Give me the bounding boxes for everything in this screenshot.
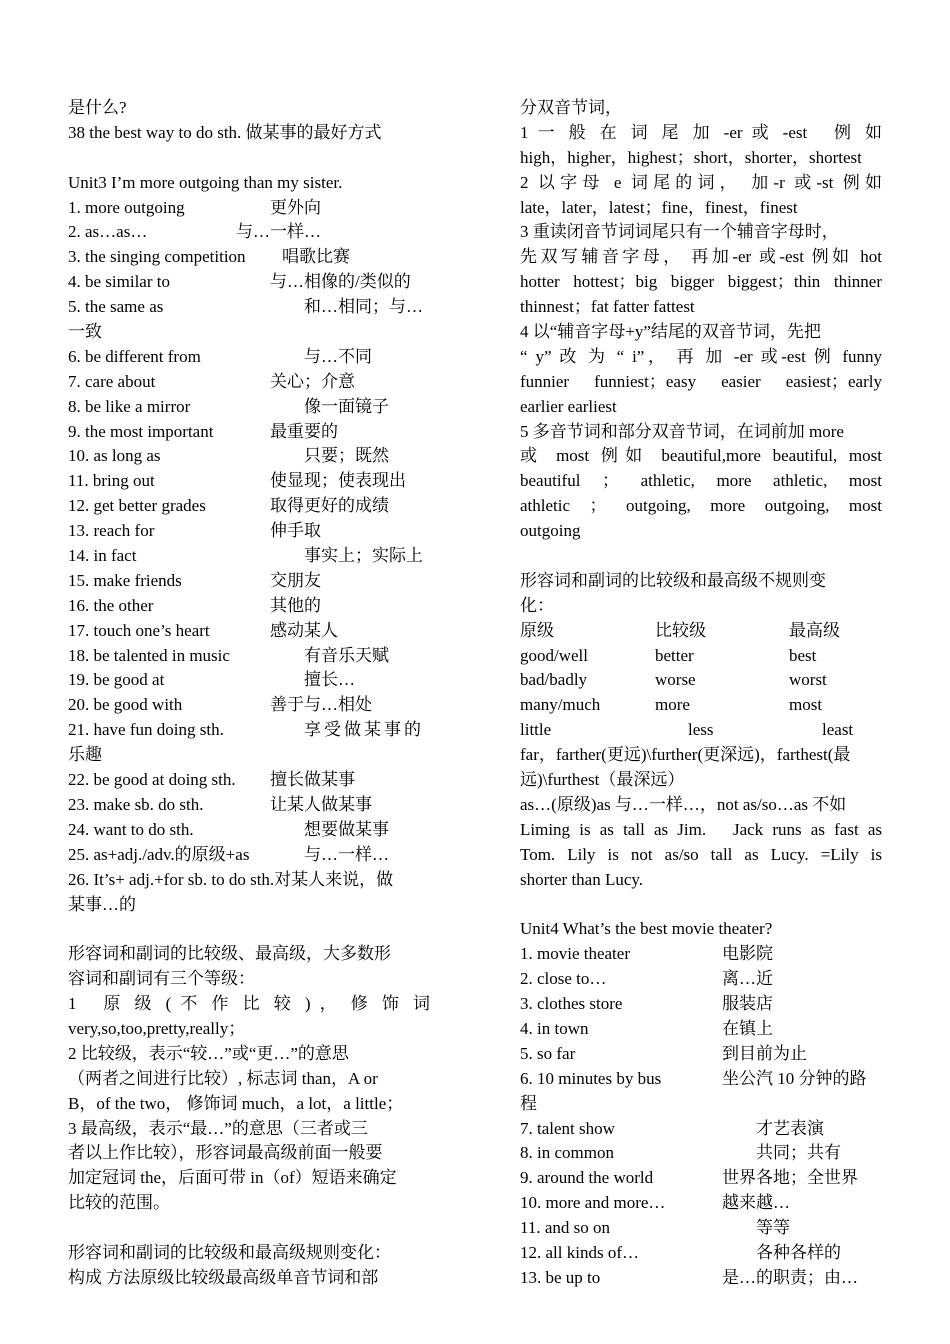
vocab-row bbox=[68, 818, 430, 843]
vocab-en: 1. more outgoing bbox=[68, 197, 185, 217]
vocab-en: 7. care about bbox=[68, 371, 156, 391]
header-cell: 比较级 bbox=[655, 620, 706, 640]
paragraph-line: very,so,too,pretty,really； bbox=[68, 1018, 246, 1038]
vocab-row bbox=[68, 444, 430, 469]
vocab-en: 8. be like a mirror bbox=[68, 396, 191, 416]
vocab-en: 25. as+adj./adv.的原级+as bbox=[68, 844, 250, 864]
header-cell: 原级 bbox=[520, 620, 554, 640]
paragraph-line: beautiful ； athletic, more athletic, most bbox=[520, 471, 882, 491]
vocab-zh: 使显现；使表现出 bbox=[270, 471, 406, 491]
vocab-en: 6. be different from bbox=[68, 346, 201, 366]
vocab-row bbox=[520, 967, 882, 992]
vocab-row bbox=[68, 594, 430, 619]
vocab-zh: 事实上；实际上 bbox=[304, 546, 423, 566]
vocab-en: 16. the other bbox=[68, 595, 154, 615]
vocab-row bbox=[520, 1042, 882, 1067]
vocab-en: 4. be similar to bbox=[68, 272, 170, 292]
vocab-zh: 享受做某事的 bbox=[304, 720, 424, 740]
text-line: 38 the best way to do sth. 做某事的最好方式 bbox=[68, 122, 382, 142]
paragraph-line: far，farther(更远)\further(更深远)，farthest(最 bbox=[520, 745, 851, 765]
vocab-row bbox=[520, 1216, 882, 1241]
vocab-zh: 对某人来说，做 bbox=[274, 869, 394, 889]
right-column bbox=[520, 96, 882, 1291]
vocab-zh: 像一面镜子 bbox=[304, 396, 389, 416]
vocab-zh: 与…一样… bbox=[236, 222, 321, 242]
vocab-en: 5. so far bbox=[520, 1043, 576, 1063]
vocab-row bbox=[68, 345, 430, 370]
vocab-zh: 最重要的 bbox=[270, 421, 338, 441]
paragraph-line: 先双写辅音字母， 再加-er 或-est 例如 hot bbox=[520, 247, 882, 267]
vocab-zh: 更外向 bbox=[270, 197, 321, 217]
vocab-zh: 善于与…相处 bbox=[270, 695, 372, 715]
vocab-en: 19. be good at bbox=[68, 670, 165, 690]
vocab-row bbox=[520, 1141, 882, 1166]
paragraph-line: 3 最高级，表示“最…”的意思（三者或三 bbox=[68, 1118, 368, 1138]
vocab-en: 23. make sb. do sth. bbox=[68, 794, 204, 814]
vocab-zh: 服装店 bbox=[722, 994, 773, 1014]
vocab-row bbox=[520, 1117, 882, 1142]
vocab-zh-wrap: 乐趣 bbox=[68, 745, 102, 765]
vocab-en: 13. reach for bbox=[68, 521, 155, 541]
vocab-zh: 是…的职责；由… bbox=[722, 1267, 858, 1287]
blank-line bbox=[520, 544, 882, 569]
vocab-row bbox=[68, 544, 430, 569]
vocab-en: 22. be good at doing sth. bbox=[68, 770, 236, 790]
vocab-row bbox=[68, 619, 430, 644]
paragraph-line: 比较的范围。 bbox=[68, 1193, 170, 1213]
vocab-en: 1. movie theater bbox=[520, 944, 630, 964]
paragraph-line: Tom. Lily is not as/so tall as Lucy. =Lily is bbox=[520, 844, 882, 864]
paragraph-line: 1 一 般 在 词 尾 加 -er 或 -est 例 如 bbox=[520, 122, 882, 142]
table-cell: least bbox=[822, 720, 854, 740]
vocab-row bbox=[68, 494, 430, 519]
vocab-en: 24. want to do sth. bbox=[68, 819, 194, 839]
vocab-row bbox=[68, 768, 430, 793]
vocab-en: 9. the most important bbox=[68, 421, 214, 441]
blank-line bbox=[68, 917, 430, 942]
vocab-zh: 共同；共有 bbox=[756, 1143, 841, 1163]
paragraph-line: as…(原级)as 与…一样…，not as/so…as 不如 bbox=[520, 794, 847, 814]
vocab-zh: 等等 bbox=[756, 1218, 790, 1238]
vocab-zh-wrap: 某事…的 bbox=[68, 894, 136, 914]
vocab-zh: 擅长做某事 bbox=[270, 770, 355, 790]
vocab-zh: 和…相同；与… bbox=[304, 297, 423, 317]
table-cell: better bbox=[655, 645, 694, 665]
vocab-row bbox=[68, 245, 430, 270]
paragraph-line: B，of the two， 修饰词 much，a lot，a little； bbox=[68, 1093, 404, 1113]
vocab-en: 13. be up to bbox=[520, 1267, 601, 1287]
vocab-zh: 擅长… bbox=[304, 670, 355, 690]
table-cell: good/well bbox=[520, 645, 588, 665]
vocab-en: 2. as…as… bbox=[68, 222, 148, 242]
vocab-en: 10. more and more… bbox=[520, 1193, 666, 1213]
vocab-row bbox=[520, 1191, 882, 1216]
vocab-en: 20. be good with bbox=[68, 695, 183, 715]
paragraph-line: 1 原 级 ( 不 作 比 较 ) ， 修 饰 词 bbox=[68, 994, 430, 1014]
vocab-en: 8. in common bbox=[520, 1143, 614, 1163]
vocab-row bbox=[68, 420, 430, 445]
vocab-en: 17. touch one’s heart bbox=[68, 620, 210, 640]
paragraph-line: outgoing bbox=[520, 521, 581, 541]
paragraph-line: （两者之间进行比较）, 标志词 than，A or bbox=[68, 1068, 378, 1088]
table-cell: little bbox=[520, 720, 552, 740]
vocab-zh: 关心；介意 bbox=[270, 371, 355, 391]
paragraph-line: 3 重读闭音节词词尾只有一个辅音字母时， bbox=[520, 222, 839, 242]
vocab-row bbox=[68, 270, 430, 295]
irregular-table-row bbox=[520, 718, 882, 743]
vocab-row bbox=[68, 295, 430, 320]
vocab-row bbox=[520, 1017, 882, 1042]
header-cell: 最高级 bbox=[789, 620, 840, 640]
vocab-row bbox=[520, 1092, 882, 1117]
table-cell: best bbox=[789, 645, 817, 665]
vocab-zh: 唱歌比赛 bbox=[282, 247, 350, 267]
vocab-zh: 取得更好的成绩 bbox=[270, 496, 389, 516]
vocab-en: 6. 10 minutes by bus bbox=[520, 1068, 662, 1088]
vocab-en: 4. in town bbox=[520, 1018, 589, 1038]
table-cell: more bbox=[655, 695, 690, 715]
irregular-table-header bbox=[520, 619, 882, 644]
irregular-table-row bbox=[520, 693, 882, 718]
table-cell: bad/badly bbox=[520, 670, 588, 690]
paragraph-line: 2 比较级，表示“较…”或“更…”的意思 bbox=[68, 1043, 349, 1063]
vocab-zh: 交朋友 bbox=[270, 570, 321, 590]
vocab-row bbox=[68, 370, 430, 395]
vocab-row bbox=[68, 569, 430, 594]
paragraph-line: athletic ； outgoing, more outgoing, most bbox=[520, 496, 882, 516]
irregular-table-row bbox=[520, 644, 882, 669]
vocab-row bbox=[68, 395, 430, 420]
vocab-row bbox=[520, 942, 882, 967]
vocab-en: 5. the same as bbox=[68, 297, 164, 317]
paragraph-line: 5 多音节词和部分双音节词，在词前加 more bbox=[520, 421, 844, 441]
vocab-row bbox=[68, 718, 430, 743]
blank-line bbox=[68, 1216, 430, 1241]
paragraph-line: 容词和副词有三个等级： bbox=[68, 969, 255, 989]
paragraph-line: shorter than Lucy. bbox=[520, 869, 644, 889]
unit3-title: Unit3 I’m more outgoing than my sister. bbox=[68, 172, 343, 192]
paragraph-line: Liming is as tall as Jim. Jack runs as fast as bbox=[520, 819, 882, 839]
vocab-zh: 到目前为止 bbox=[722, 1043, 807, 1063]
paragraph-line: 加定冠词 the，后面可带 in（of）短语来确定 bbox=[68, 1168, 397, 1188]
vocab-row bbox=[68, 196, 430, 221]
vocab-en: 12. all kinds of… bbox=[520, 1242, 639, 1262]
vocab-row bbox=[68, 220, 430, 245]
vocab-zh: 离…近 bbox=[722, 969, 773, 989]
vocab-zh: 与…不同 bbox=[304, 346, 372, 366]
paragraph-line: “ y” 改 为 “ i”， 再 加 -er 或-est 例 funny bbox=[520, 346, 882, 366]
vocab-row bbox=[68, 793, 430, 818]
vocab-row bbox=[68, 868, 430, 893]
paragraph-line: 2 以字母 e 词尾的词， 加-r 或-st 例如 bbox=[520, 172, 882, 192]
paragraph-line: funnier funniest；easy easier easiest；early bbox=[520, 371, 882, 391]
vocab-zh: 其他的 bbox=[270, 595, 321, 615]
table-cell: many/much bbox=[520, 695, 601, 715]
paragraph-line: high，higher，highest；short，shorter，shortest bbox=[520, 147, 862, 167]
vocab-row bbox=[520, 992, 882, 1017]
vocab-zh: 想要做某事 bbox=[304, 819, 389, 839]
vocab-zh: 与…相像的/类似的 bbox=[270, 272, 411, 292]
vocab-en: 18. be talented in music bbox=[68, 645, 230, 665]
vocab-en: 15. make friends bbox=[68, 570, 182, 590]
table-cell: worst bbox=[789, 670, 827, 690]
vocab-zh: 感动某人 bbox=[270, 620, 338, 640]
vocab-row bbox=[68, 843, 430, 868]
vocab-en: 9. around the world bbox=[520, 1168, 654, 1188]
vocab-row bbox=[68, 519, 430, 544]
vocab-en: 3. the singing competition bbox=[68, 247, 246, 267]
vocab-zh: 电影院 bbox=[722, 944, 773, 964]
vocab-row bbox=[68, 644, 430, 669]
vocab-en: 11. bring out bbox=[68, 471, 155, 491]
vocab-row bbox=[68, 693, 430, 718]
paragraph-line: 构成 方法原级比较级最高级单音节词和部 bbox=[68, 1267, 379, 1287]
vocab-zh: 只要；既然 bbox=[304, 446, 389, 466]
table-cell: most bbox=[789, 695, 823, 715]
paragraph-line: 或 most 例如 beautiful,more beautiful, most bbox=[520, 446, 882, 466]
vocab-row bbox=[520, 1166, 882, 1191]
vocab-row bbox=[68, 469, 430, 494]
blank-line bbox=[520, 893, 882, 918]
vocab-zh: 伸手取 bbox=[270, 521, 321, 541]
paragraph-line: 者以上作比较），形容词最高级前面一般要 bbox=[68, 1143, 383, 1163]
paragraph-line: 化： bbox=[520, 595, 554, 615]
vocab-row bbox=[68, 743, 430, 768]
paragraph-line: 形容词和副词的比较级和最高级不规则变 bbox=[520, 570, 826, 590]
vocab-zh: 让某人做某事 bbox=[270, 794, 372, 814]
vocab-en: 11. and so on bbox=[520, 1218, 611, 1238]
paragraph-line: 形容词和副词的比较级和最高级规则变化： bbox=[68, 1242, 391, 1262]
vocab-row bbox=[520, 1266, 882, 1291]
unit4-title: Unit4 What’s the best movie theater? bbox=[520, 919, 773, 939]
vocab-en: 2. close to… bbox=[520, 969, 607, 989]
vocab-en: 7. talent show bbox=[520, 1118, 615, 1138]
vocab-en: 3. clothes store bbox=[520, 994, 623, 1014]
paragraph-line: late，later，latest；fine，finest，finest bbox=[520, 197, 798, 217]
paragraph-line: thinnest；fat fatter fattest bbox=[520, 297, 695, 317]
vocab-zh: 世界各地；全世界 bbox=[722, 1168, 858, 1188]
paragraph-line: 4 以“辅音字母+y”结尾的双音节词，先把 bbox=[520, 322, 821, 342]
table-cell: worse bbox=[655, 670, 696, 690]
vocab-en: 10. as long as bbox=[68, 446, 161, 466]
vocab-zh: 有音乐天赋 bbox=[304, 645, 389, 665]
paragraph-line: 形容词和副词的比较级、最高级，大多数形 bbox=[68, 944, 391, 964]
paragraph-line: earlier earliest bbox=[520, 396, 617, 416]
vocab-row bbox=[520, 1067, 882, 1092]
left-column bbox=[68, 96, 430, 1291]
vocab-zh: 坐公汽 10 分钟的路 bbox=[722, 1068, 867, 1088]
paragraph-line: 分双音节词， bbox=[520, 98, 622, 117]
vocab-en: 26. It’s+ adj.+for sb. to do sth. bbox=[68, 869, 275, 889]
text-line: 是什么? bbox=[68, 98, 127, 117]
vocab-en: 12. get better grades bbox=[68, 496, 206, 516]
vocab-en: 21. have fun doing sth. bbox=[68, 720, 224, 740]
vocab-row bbox=[68, 320, 430, 345]
vocab-row bbox=[68, 668, 430, 693]
vocab-zh: 与…一样… bbox=[304, 844, 389, 864]
vocab-row bbox=[520, 1241, 882, 1266]
irregular-table-row bbox=[520, 668, 882, 693]
vocab-zh: 在镇上 bbox=[722, 1018, 773, 1038]
paragraph-line: 远)\furthest（最深远） bbox=[520, 770, 685, 790]
vocab-zh-wrap: 一致 bbox=[68, 322, 102, 342]
vocab-en: 14. in fact bbox=[68, 546, 137, 566]
table-cell: less bbox=[688, 720, 714, 740]
vocab-zh-wrap: 程 bbox=[520, 1093, 537, 1113]
vocab-row bbox=[68, 893, 430, 918]
vocab-zh: 越来越… bbox=[722, 1193, 790, 1213]
vocab-zh: 各种各样的 bbox=[756, 1242, 841, 1262]
vocab-zh: 才艺表演 bbox=[756, 1118, 824, 1138]
blank-line bbox=[68, 146, 430, 171]
paragraph-line: hotter hottest；big bigger biggest；thin thinner bbox=[520, 272, 882, 292]
